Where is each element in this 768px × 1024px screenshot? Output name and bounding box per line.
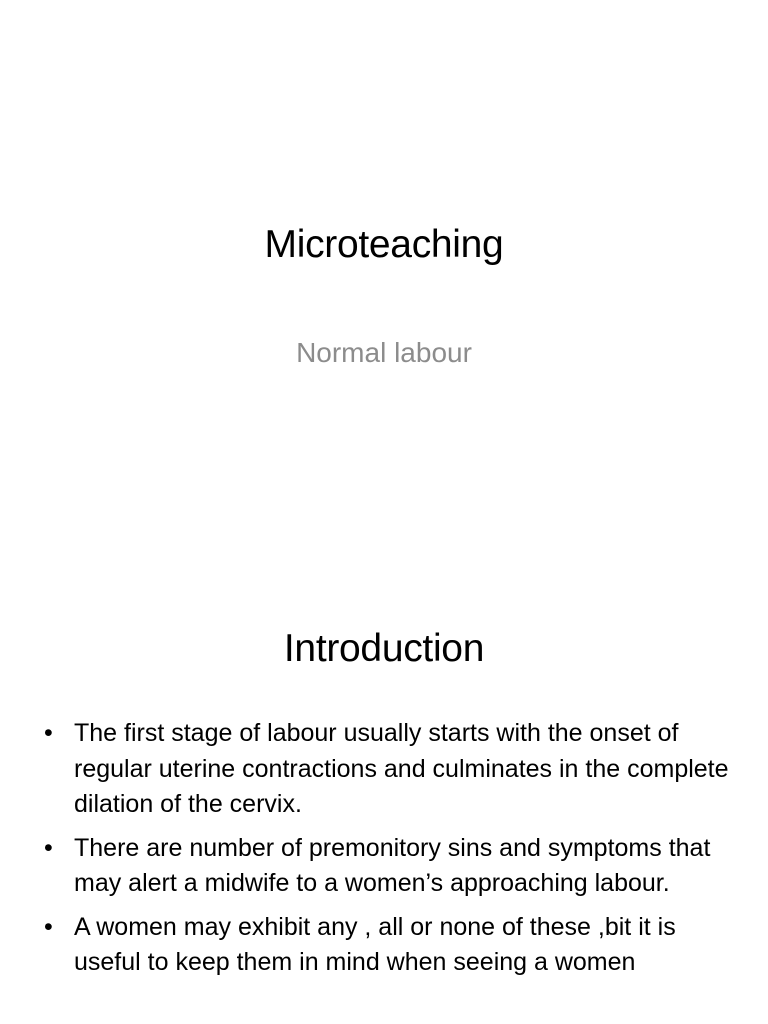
introduction-slide xyxy=(0,576,768,1024)
bullet-item xyxy=(44,910,734,981)
slide-title: Introduction xyxy=(283,627,485,670)
bullet-text: There are number of premonitory sins and symptoms that may alert a midwife to a women’s approaching labour. xyxy=(74,833,711,897)
slide-subtitle: Normal labour xyxy=(296,337,472,368)
bullet-icon: • xyxy=(44,719,53,747)
bullet-icon: • xyxy=(44,833,53,862)
bullet-item xyxy=(44,716,734,823)
slide-title: Microteaching xyxy=(264,223,504,266)
bullet-text: A women may exhibit any , all or none of these ,bit it is useful to keep them in mind when seeing a women xyxy=(74,912,676,976)
bullet-list xyxy=(44,716,734,989)
bullet-icon: • xyxy=(44,912,53,941)
bullet-item xyxy=(44,831,734,902)
bullet-text: The first stage of labour usually starts with the onset of regular uterine contractions and culminates in the complete dilation of the cervix. xyxy=(74,719,729,818)
